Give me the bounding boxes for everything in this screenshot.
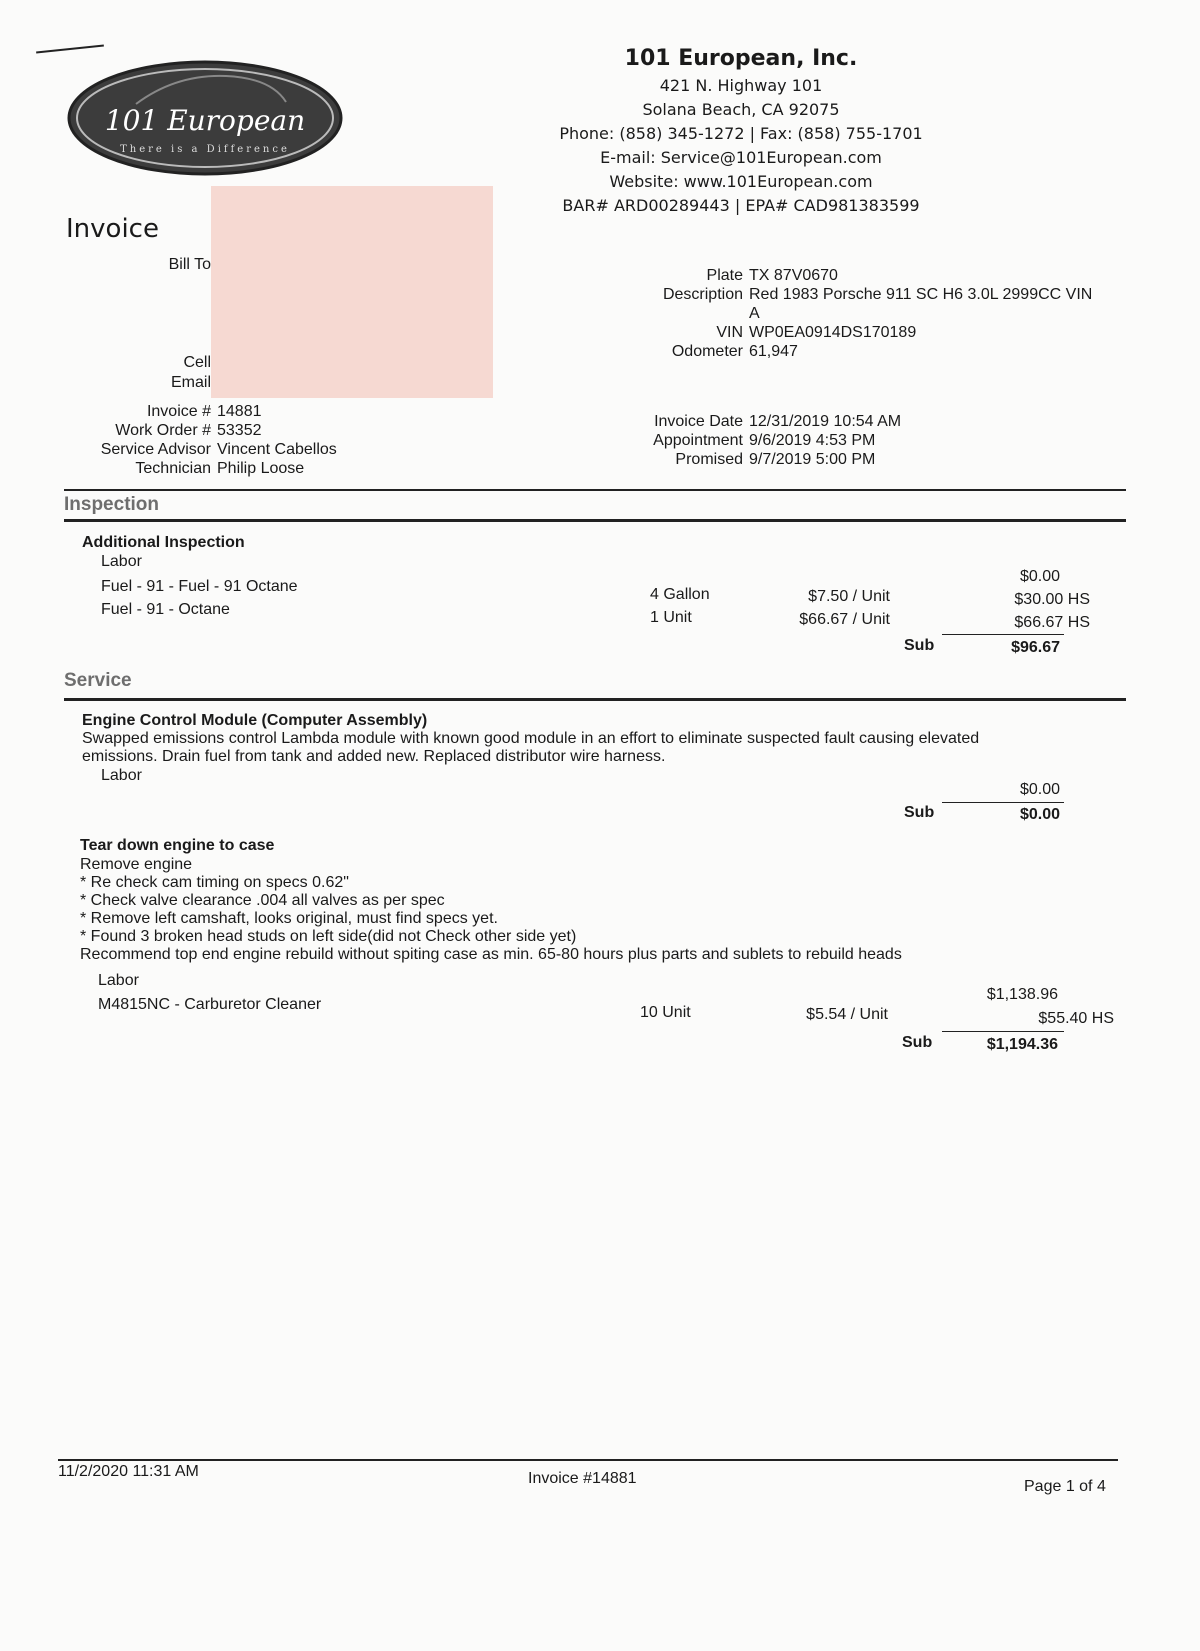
teardown-note: Remove engine <box>80 856 193 873</box>
teardown-note: * Re check cam timing on specs 0.62" <box>80 874 349 891</box>
cell-label: Cell <box>183 354 211 371</box>
ecm-sub-amount: $0.00 <box>1019 806 1060 823</box>
teardown-title: Tear down engine to case <box>80 837 275 854</box>
plate-label: Plate <box>706 267 743 284</box>
footer-rule <box>58 1459 1118 1461</box>
service-section-title: Service <box>64 670 132 691</box>
company-phone-fax: Phone: (858) 345-1272 | Fax: (858) 755-1701 <box>559 124 923 143</box>
inspection-line-1-desc: Fuel - 91 - Fuel - 91 Octane <box>101 578 298 595</box>
service-rule <box>64 698 1126 701</box>
teardown-part-price: $5.54 / Unit <box>806 1006 888 1023</box>
vehicle-description-wrap: A <box>749 305 760 322</box>
ecm-title: Engine Control Module (Computer Assembly) <box>82 712 428 729</box>
teardown-part-amount: $55.40 HS <box>1038 1010 1114 1027</box>
inspection-line-2-amount: $66.67 HS <box>1014 614 1090 631</box>
invoice-dates <box>600 412 901 469</box>
teardown-labor-amount: $1,138.96 <box>986 986 1058 1003</box>
document-title: Invoice <box>66 214 159 244</box>
ecm-labor-label: Labor <box>101 767 142 784</box>
redacted-customer-info <box>211 186 493 398</box>
appointment-date: 9/6/2019 4:53 PM <box>749 432 876 449</box>
bill-to-label: Bill To <box>168 256 211 273</box>
odometer: 61,947 <box>749 343 798 360</box>
company-website: Website: www.101European.com <box>609 172 873 191</box>
company-info <box>540 44 942 218</box>
logo-tagline: There is a Difference <box>120 144 290 155</box>
inspection-section-title: Inspection <box>64 494 160 515</box>
company-name: 101 European, Inc. <box>624 46 858 71</box>
teardown-note: * Found 3 broken head studs on left side(did not Check other side yet) <box>80 928 577 945</box>
invoice-meta <box>60 402 337 478</box>
inspection-bottom-rule <box>64 519 1126 522</box>
invoice-number: 14881 <box>217 403 262 420</box>
teardown-notes <box>80 856 902 964</box>
plate: TX 87V0670 <box>749 267 838 284</box>
teardown-sub-amount: $1,194.36 <box>986 1036 1058 1053</box>
inspection-line-1-qty: 4 Gallon <box>650 586 710 603</box>
company-email: E-mail: Service@101European.com <box>600 148 882 167</box>
inspection-labor-amount: $0.00 <box>1019 568 1060 585</box>
teardown-note: Recommend top end engine rebuild without spiting case as min. 65-80 hours plus parts and sublets to rebuild heads <box>80 946 902 963</box>
invoice-date-label: Invoice Date <box>654 413 743 430</box>
ecm-labor-amount: $0.00 <box>1019 781 1060 798</box>
service-advisor-label: Service Advisor <box>100 441 211 458</box>
inspection-line-1-amount: $30.00 HS <box>1014 591 1090 608</box>
teardown-sub-rule <box>942 1031 1064 1032</box>
footer-invoice-number: Invoice #14881 <box>528 1470 637 1487</box>
vin-label: VIN <box>716 324 743 341</box>
inspection-line-2-desc: Fuel - 91 - Octane <box>101 601 230 618</box>
invoice-number-label: Invoice # <box>146 403 211 420</box>
teardown-note: * Remove left camshaft, looks original, must find specs yet. <box>80 910 498 927</box>
footer-printed-date: 11/2/2020 11:31 AM <box>58 1463 199 1480</box>
vehicle-info <box>600 266 1092 361</box>
technician: Philip Loose <box>217 460 305 477</box>
inspection-sub-rule <box>942 634 1064 635</box>
footer-page-number: Page 1 of 4 <box>1024 1478 1106 1495</box>
odometer-label: Odometer <box>671 343 743 360</box>
ecm-description-2: emissions. Drain fuel from tank and added new. Replaced distributor wire harness. <box>82 748 666 765</box>
teardown-sub-label: Sub <box>902 1034 933 1051</box>
inspection-line-1-price: $7.50 / Unit <box>808 588 890 605</box>
promised-label: Promised <box>675 451 743 468</box>
teardown-note: * Check valve clearance .004 all valves as per spec <box>80 892 445 909</box>
work-order-number: 53352 <box>217 422 262 439</box>
additional-inspection-title: Additional Inspection <box>82 534 245 551</box>
teardown-labor-label: Labor <box>98 972 139 989</box>
company-bar-epa: BAR# ARD00289443 | EPA# CAD981383599 <box>562 196 920 215</box>
ecm-sub-label: Sub <box>904 804 935 821</box>
vin: WP0EA0914DS170189 <box>749 324 917 341</box>
promised-date: 9/7/2019 5:00 PM <box>749 451 876 468</box>
invoice-date: 12/31/2019 10:54 AM <box>749 413 902 430</box>
inspection-sub-label: Sub <box>904 637 935 654</box>
company-logo <box>66 52 344 176</box>
work-order-label: Work Order # <box>115 422 211 439</box>
logo-name: 101 European <box>104 104 306 137</box>
inspection-line-2-price: $66.67 / Unit <box>799 611 890 628</box>
inspection-sub-amount: $96.67 <box>1011 639 1060 656</box>
vehicle-description: Red 1983 Porsche 911 SC H6 3.0L 2999CC VIN <box>749 286 1093 303</box>
company-address-2: Solana Beach, CA 92075 <box>642 100 840 119</box>
service-advisor: Vincent Cabellos <box>217 441 337 458</box>
technician-label: Technician <box>135 460 211 477</box>
inspection-top-rule <box>64 489 1126 491</box>
ecm-description-1: Swapped emissions control Lambda module with known good module in an effort to eliminate suspected fault causing elevated <box>82 730 980 747</box>
description-label: Description <box>662 286 743 303</box>
inspection-line-2-qty: 1 Unit <box>650 609 692 626</box>
ecm-sub-rule <box>942 802 1064 803</box>
email-label: Email <box>170 374 211 391</box>
appointment-label: Appointment <box>653 432 743 449</box>
teardown-part-qty: 10 Unit <box>640 1004 691 1021</box>
company-address-1: 421 N. Highway 101 <box>659 76 823 95</box>
teardown-part-desc: M4815NC - Carburetor Cleaner <box>98 996 322 1013</box>
inspection-labor-label: Labor <box>101 553 142 570</box>
